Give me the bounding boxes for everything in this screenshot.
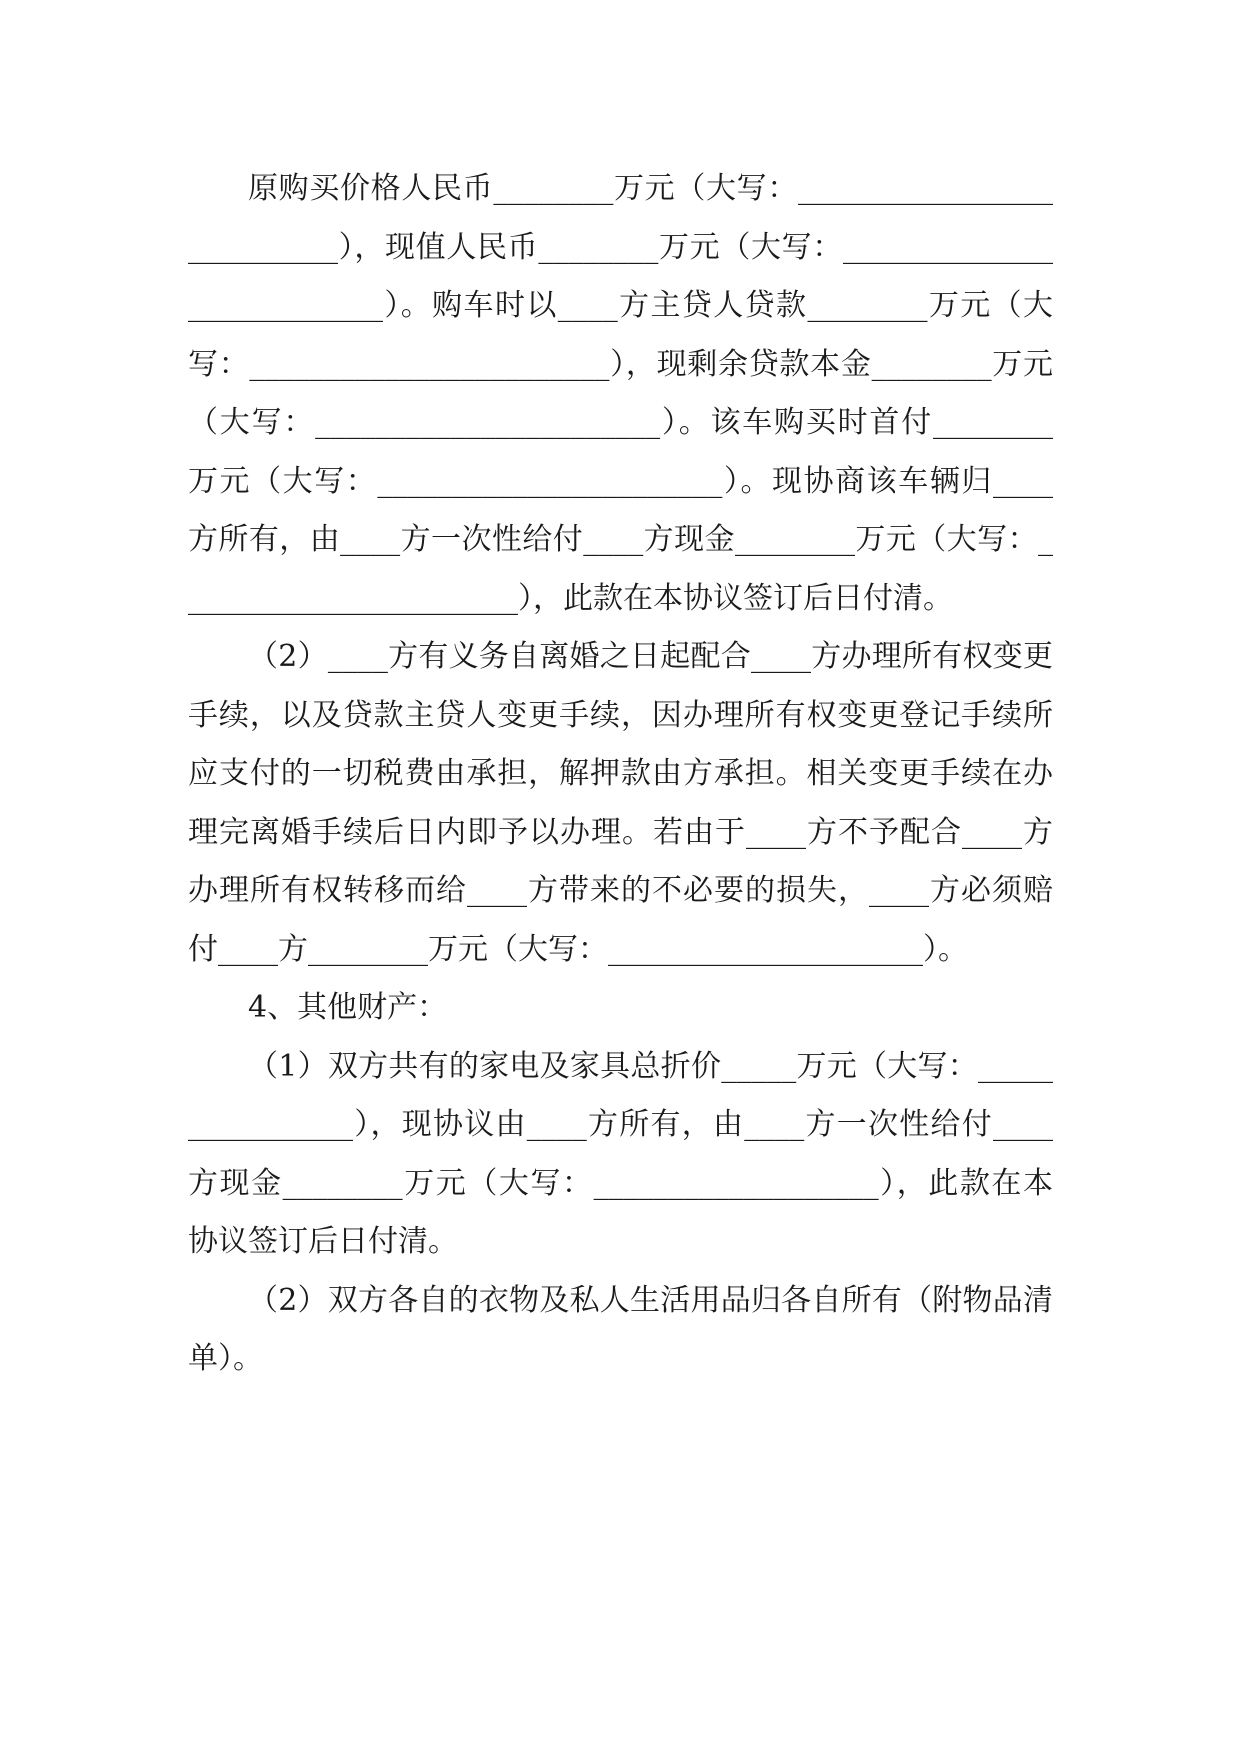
paragraph-personal-items: （2）双方各自的衣物及私人生活用品归各自所有（附物品清单）。 [188,1282,1053,1376]
paragraph-car-price: 原购买价格人民币________万元（大写：___________________________），现值人民币________万元（大写：___________________________）。购车时以____方主贷人贷款________万元（大写：________________________），现剩余贷款本金________万元（大写：_______________________）。该车购买时首付________万元（大写：_______________________）。现协商该车辆归____方所有，由____方一次性给付____方现金________万元（大写：_______________________），此款在本协议签订后日付清。 [188,171,1053,616]
agreement-text [188,160,1053,1389]
paragraph-appliances: （1）双方共有的家电及家具总折价_____万元（大写：________________），现协议由____方所有，由____方一次性给付____方现金________万元（大写：___________________），此款在本协议签订后日付清。 [188,1048,1053,1259]
heading-other-property: 4、其他财产： [248,990,448,1025]
paragraph-transfer-obligation: （2）____方有义务自离婚之日起配合____方办理所有权变更手续，以及贷款主贷人变更手续，因办理所有权变更登记手续所应支付的一切税费由承担，解押款由方承担。相关变更手续在办理完离婚手续后日内即予以办理。若由于____方不予配合____方办理所有权转移而给____方带来的不必要的损失，____方必须赔付____方________万元（大写：_____________________）。 [188,639,1053,967]
